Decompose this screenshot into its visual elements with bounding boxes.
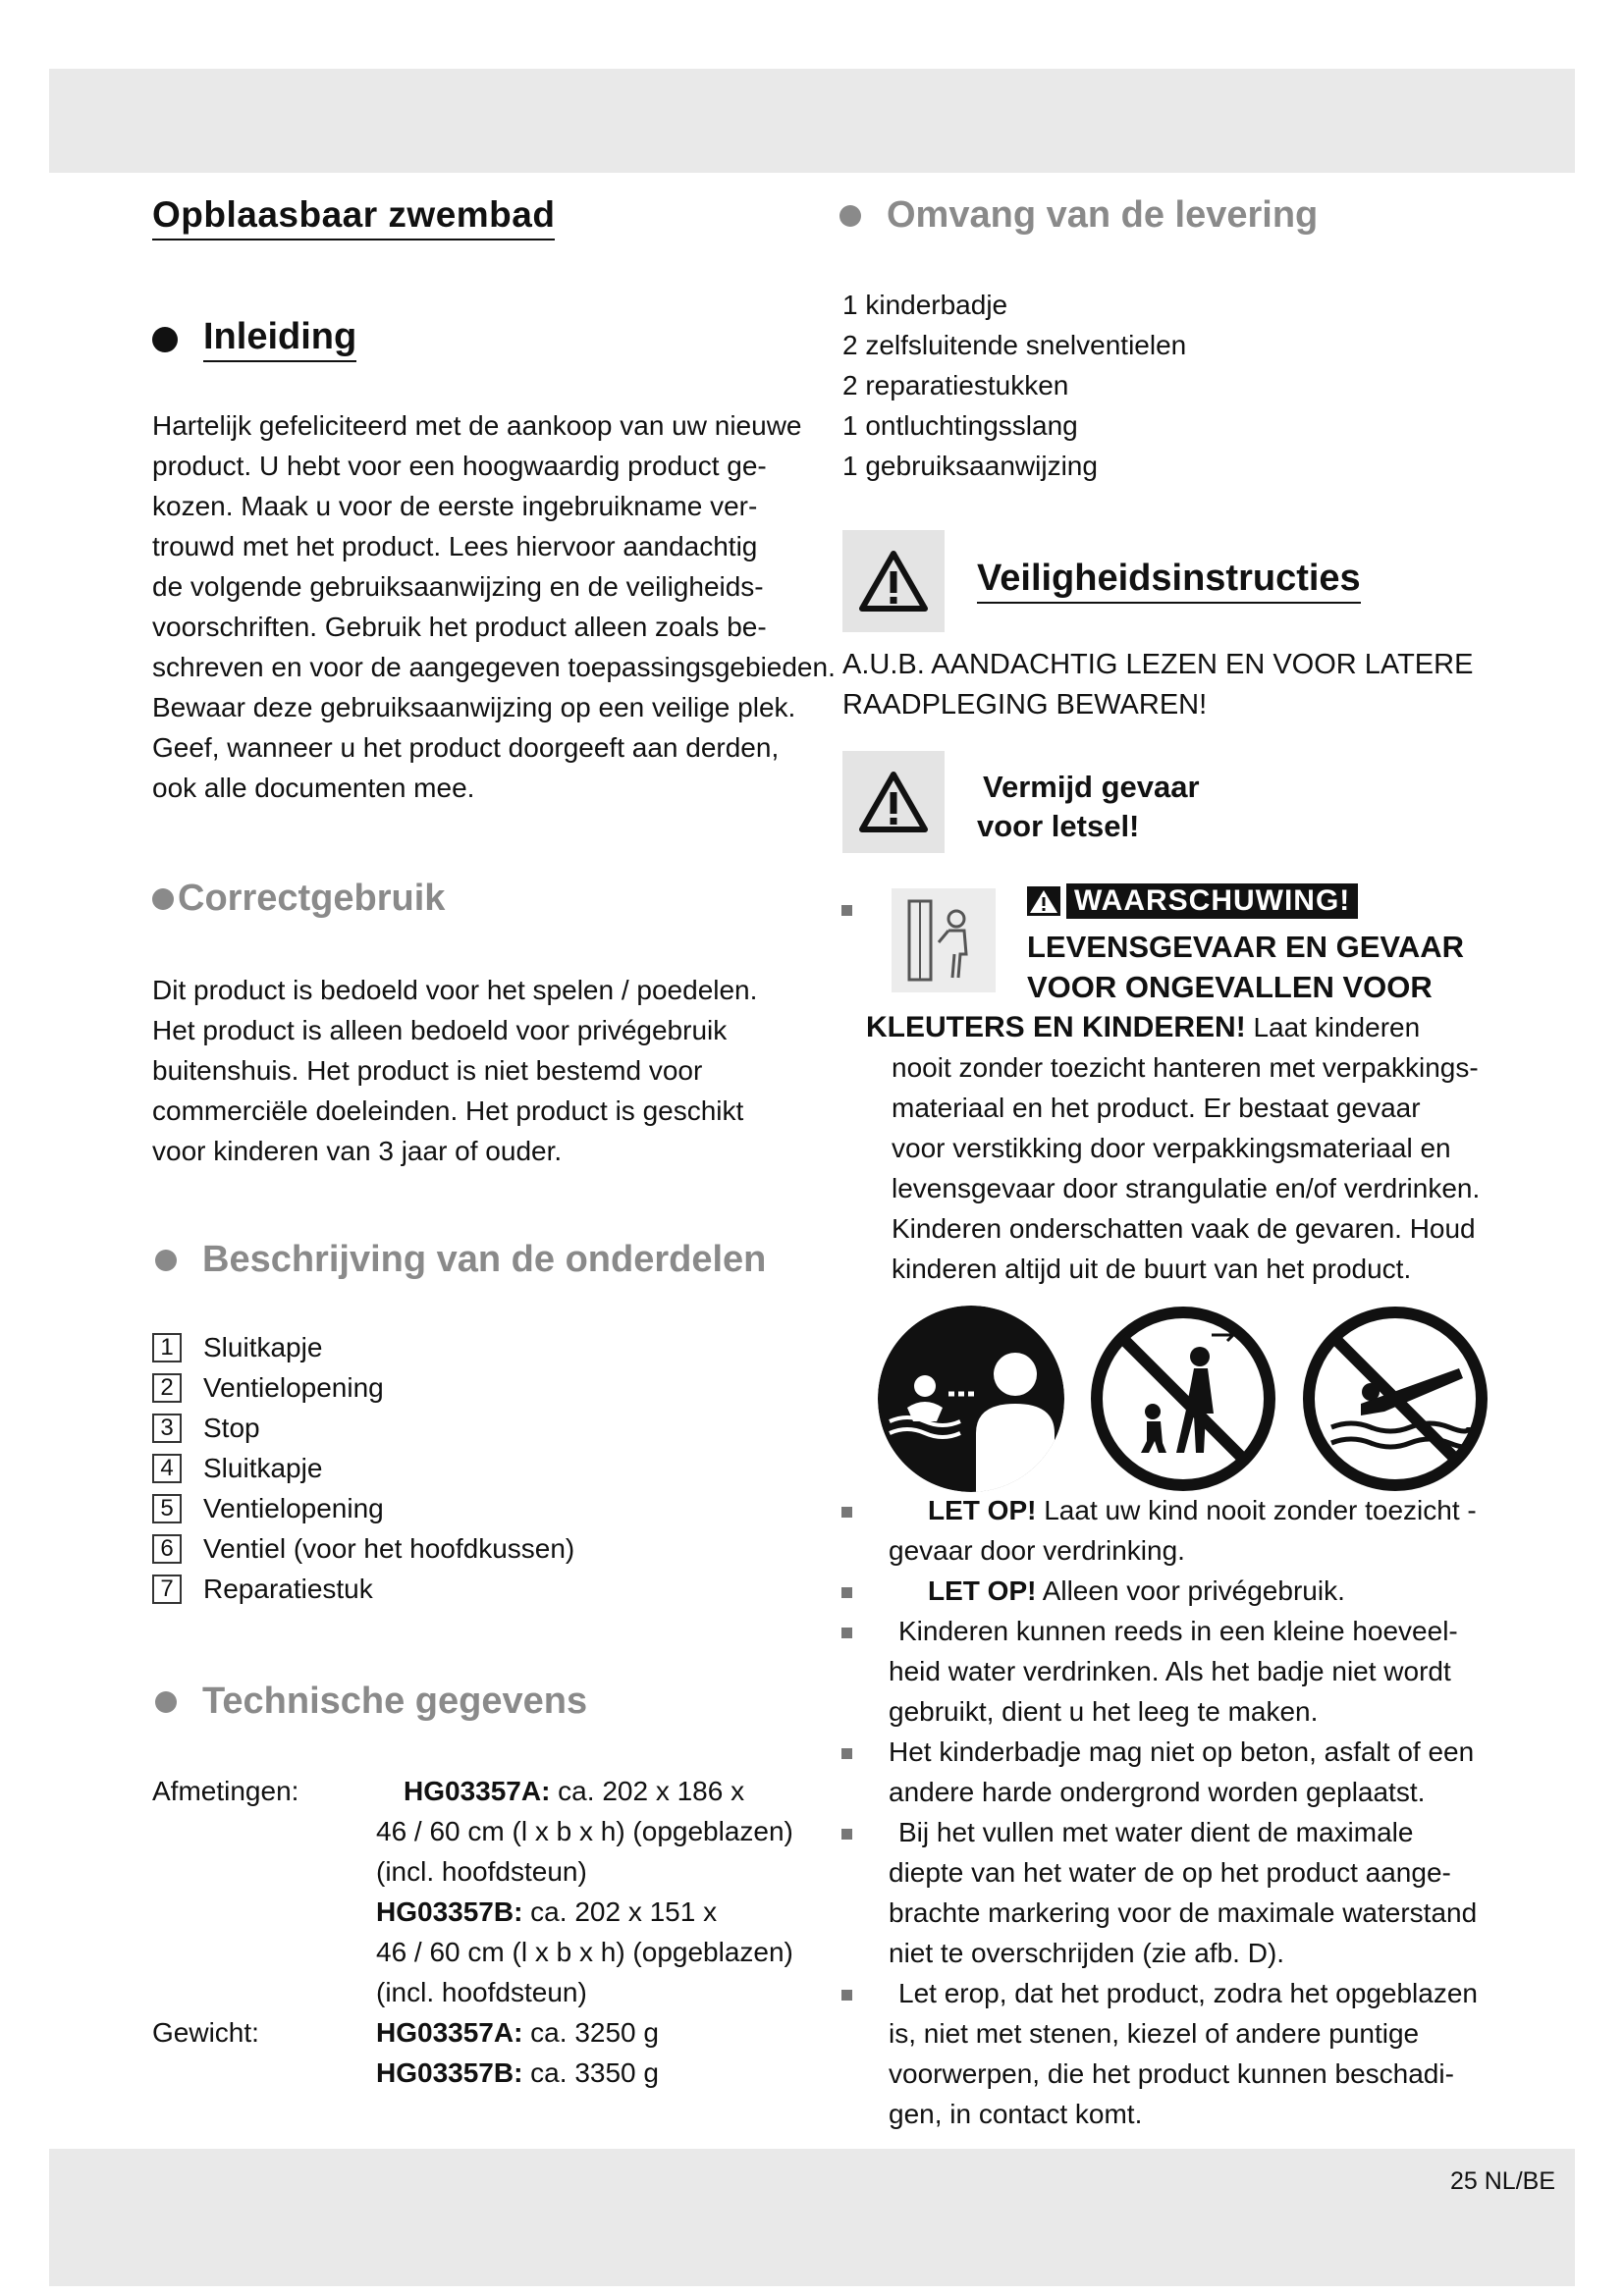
tech-heading: Technische gegevens (155, 1681, 587, 1723)
correct-use-text: Dit product is bedoeld voor het spelen / poedelen. Het product is alleen bedoeld voor privégebruik buitenshuis. Het product is niet bestemd voor commerciële doeleinden. Het product is geschikt voor kinderen van 3 jaar of ouder. (152, 975, 758, 1166)
footer-band (49, 2149, 1575, 2286)
list-item: 6 Ventiel (voor het hoofdkussen) (152, 1528, 574, 1569)
safety-notice: A.U.B. AANDACHTIG LEZEN EN VOOR LATERE RAADPLEGING BEWAREN! (842, 649, 1474, 721)
correct-use-heading: Correctgebruik (152, 878, 445, 920)
no-child-unattended-icon (1090, 1306, 1276, 1492)
page-title: Opblaasbaar zwembad (152, 194, 555, 240)
bullet-let-op-private: LET OP! Alleen voor privégebruik. (928, 1575, 1345, 1606)
bullet-dot-icon (152, 327, 178, 352)
list-item: 1 Sluitkapje (152, 1327, 574, 1367)
list-item: 2 zelfsluitende snelventielen (842, 330, 1187, 360)
warning-text: KLEUTERS EN KINDEREN! Laat kinderen nooit zonder toezicht hanteren met verpakkings- materiaal en het product. Er bestaat gevaar voor verstikking door verpakkingsmateriaal en levensgevaar door strangulatie en/of verdrinken. Kinderen onderschatten vaak de gevaren. Houd kinderen altijd uit de buurt van het product. (866, 1011, 1481, 1284)
warning-triangle-icon (1027, 886, 1060, 916)
bullet-square-icon (841, 1587, 852, 1598)
no-diving-icon (1302, 1306, 1489, 1492)
bullet-water-level: Bij het vullen met water dient de maximale diepte van het water de op het product aange- brachte markering voor de maximale waterstand niet te overschrijden (zie afb. D). (889, 1817, 1478, 1968)
intro-heading: Inleiding (152, 316, 356, 362)
bullet-dot-icon (155, 1250, 177, 1271)
child-hazard-icon (892, 888, 996, 992)
list-item: 3 Stop (152, 1408, 574, 1448)
list-item: 2 Ventielopening (152, 1367, 574, 1408)
list-item: 4 Sluitkapje (152, 1448, 574, 1488)
bullet-square-icon (841, 1748, 852, 1759)
bullet-drowning: Kinderen kunnen reeds in een kleine hoeveel- heid water verdrinken. Als het badje niet wordt gebruikt, dient u het leeg te maken. (889, 1616, 1458, 1727)
list-item: 1 gebruiksaanwijzing (842, 451, 1098, 481)
bullet-square-icon (841, 1829, 852, 1840)
tech-specs: Afmetingen: HG03357A: ca. 202 x 186 x 46 / 60 cm (l x b x h) (opgeblazen) (incl. hoofdsteun) HG03357B: ca. 202 x 151 x 46 / 60 cm (l x b x h) (opgeblazen) (incl. hoofdsteun) HG03357A: ca. 3250 g HG03357B: ca. 3350 g Gewicht: (152, 1776, 793, 2088)
parts-heading: Beschrijving van de onderdelen (155, 1239, 766, 1281)
page-number: 25 NL/BE (1449, 2167, 1555, 2195)
bullet-ground: Het kinderbadje mag niet op beton, asfalt of een andere harde ondergrond worden geplaatst. (889, 1736, 1475, 1807)
bullet-dot-icon (839, 205, 861, 227)
bullet-let-op-supervision: LET OP! Laat uw kind nooit zonder toezicht - gevaar door verdrinking. (889, 1495, 1477, 1566)
bullet-square-icon (841, 905, 852, 916)
safety-heading: Veiligheidsinstructies (977, 558, 1361, 604)
supervise-child-icon (878, 1306, 1064, 1492)
parts-list (152, 1327, 574, 1609)
warning-triangle-icon (842, 530, 945, 632)
avoid-danger-heading: Vermijd gevaar voor letsel! (977, 770, 1200, 843)
bullet-sharp-objects: Let erop, dat het product, zodra het opgeblazen is, niet met stenen, kiezel of andere puntige voorwerpen, die het product kunnen beschadi- gen, in contact komt. (889, 1978, 1478, 2129)
bullet-dot-icon (152, 888, 174, 910)
list-item: 1 ontluchtingsslang (842, 410, 1078, 441)
bullet-square-icon (841, 1990, 852, 2001)
bullet-dot-icon (155, 1691, 177, 1713)
bullet-square-icon (841, 1507, 852, 1518)
header-band (49, 69, 1575, 173)
scope-heading: Omvang van de levering (839, 194, 1318, 237)
list-item: 7 Reparatiestuk (152, 1569, 574, 1609)
warning-label (1027, 883, 1358, 919)
warning-title: LEVENSGEVAAR EN GEVAAR VOOR ONGEVALLEN VOOR (1027, 930, 1464, 1004)
warning-badge: WAARSCHUWING! (1066, 883, 1358, 919)
list-item: 2 reparatiestukken (842, 370, 1069, 400)
scope-list (842, 285, 1186, 486)
list-item: 5 Ventielopening (152, 1488, 574, 1528)
warning-triangle-icon (842, 751, 945, 853)
bullet-square-icon (841, 1628, 852, 1638)
intro-text: Hartelijk gefeliciteerd met de aankoop van uw nieuwe product. U hebt voor een hoogwaardig product ge- kozen. Maak u voor de eerste ingebruikname ver- trouwd met het product. Lees hiervoor aandachtig de volgende gebruiksaanwijzing en de veiligheids- voorschriften. Gebruik het product alleen zoals be- schreven en voor de aangegeven toepassingsgebieden. Bewaar deze gebruiksaanwijzing op een veilige plek. Geef, wanneer u het product doorgeeft aan derden, ook alle documenten mee. (152, 410, 836, 803)
list-item: 1 kinderbadje (842, 290, 1008, 320)
